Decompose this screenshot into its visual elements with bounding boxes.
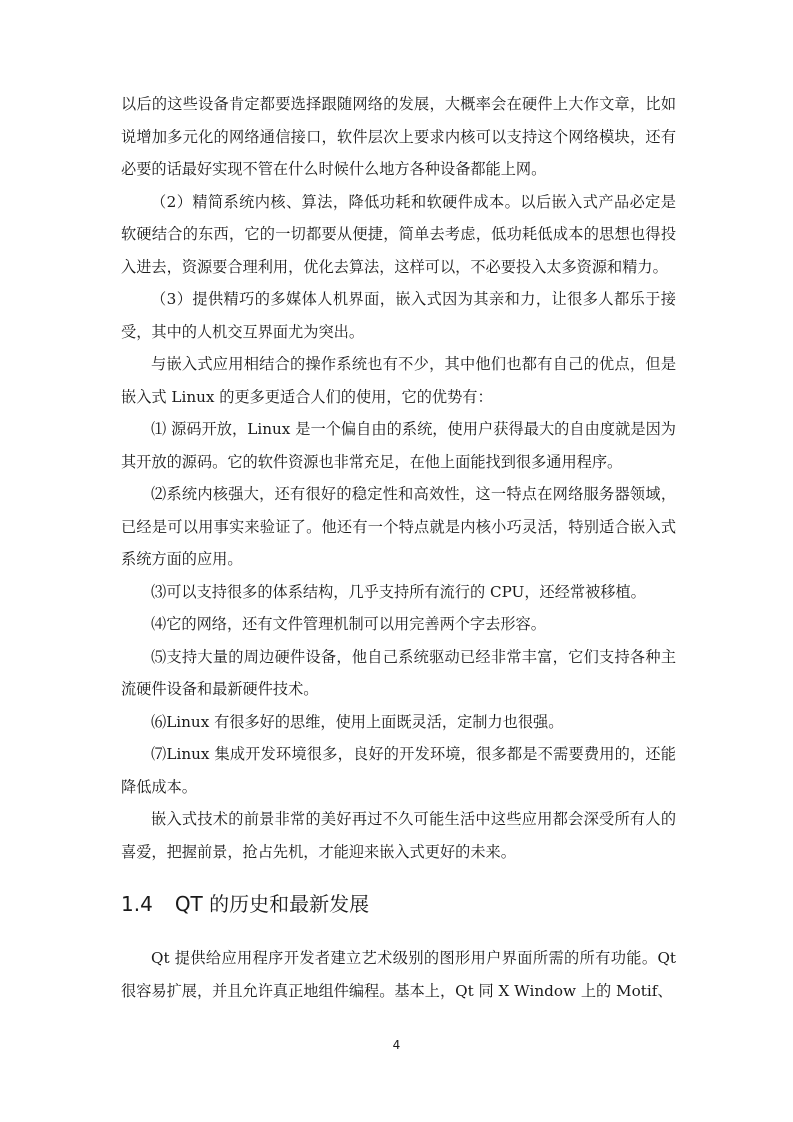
paragraph-advantage-4: ⑷它的网络，还有文件管理机制可以用完善两个字去形容。 xyxy=(151,615,546,633)
paragraph-point-2: （2）精简系统内核、算法，降低功耗和软硬件成本。以后嵌入式产品必定是软硬结合的东西，它的一切都要从便捷，简单去考虑，低功耗低成本的思想也得投入进去，资源要合理利用，优化去算法，这样可以，不必要投入太多资源和精力。 xyxy=(121,192,676,276)
paragraph-advantage-1: ⑴ 源码开放，Linux 是一个偏自由的系统，使用户获得最大的自由度就是因为其开放的源码。它的软件资源也非常充足，在他上面能找到很多通用程序。 xyxy=(121,420,676,471)
page-number: 4 xyxy=(392,1038,401,1052)
paragraph-continuation: 以后的这些设备肯定都要选择跟随网络的发展，大概率会在硬件上大作文章，比如说增加多元化的网络通信接口，软件层次上要求内核可以支持这个网络模块，还有必要的话最好实现不管在什么时候什么地方各种设备都能上网。 xyxy=(121,95,676,178)
paragraph-advantage-3: ⑶可以支持很多的体系结构，几乎支持所有流行的 CPU，还经常被移植。 xyxy=(151,582,646,601)
body-text xyxy=(121,88,676,1007)
paragraph-point-3: （3）提供精巧的多媒体人机界面，嵌入式因为其亲和力，让很多人都乐于接受，其中的人机交互界面尤为突出。 xyxy=(121,290,676,341)
paragraph-advantage-2: ⑵系统内核强大，还有很好的稳定性和高效性，这一特点在网络服务器领域，已经是可以用事实来验证了。他还有一个特点就是内核小巧灵活，特别适合嵌入式系统方面的应用。 xyxy=(121,485,676,568)
paragraph-advantage-7: ⑺Linux 集成开发环境很多，良好的开发环境，很多都是不需要费用的，还能降低成本。 xyxy=(121,745,676,796)
paragraph-linux-intro: 与嵌入式应用相结合的操作系统也有不少，其中他们也都有自己的优点，但是嵌入式 Linux 的更多更适合人们的使用，它的优势有： xyxy=(121,355,676,406)
paragraph-qt-intro: Qt 提供给应用程序开发者建立艺术级别的图形用户界面所需的所有功能。Qt 很容易扩展，并且允许真正地组件编程。基本上，Qt 同 X Window 上的 Motif、 xyxy=(121,949,676,1000)
paragraph-advantage-5: ⑸支持大量的周边硬件设备，他自己系统驱动已经非常丰富，它们支持各种主流硬件设备和最新硬件技术。 xyxy=(121,647,676,698)
section-heading xyxy=(121,888,676,920)
section-number: 1.4 xyxy=(121,892,153,916)
section-title: QT 的历史和最新发展 xyxy=(174,892,370,916)
paragraph-advantage-6: ⑹Linux 有很多好的思维，使用上面既灵活，定制力也很强。 xyxy=(151,712,564,731)
paragraph-conclusion: 嵌入式技术的前景非常的美好再过不久可能生活中这些应用都会深受所有人的喜爱，把握前景，抢占先机，才能迎来嵌入式更好的未来。 xyxy=(121,810,676,861)
